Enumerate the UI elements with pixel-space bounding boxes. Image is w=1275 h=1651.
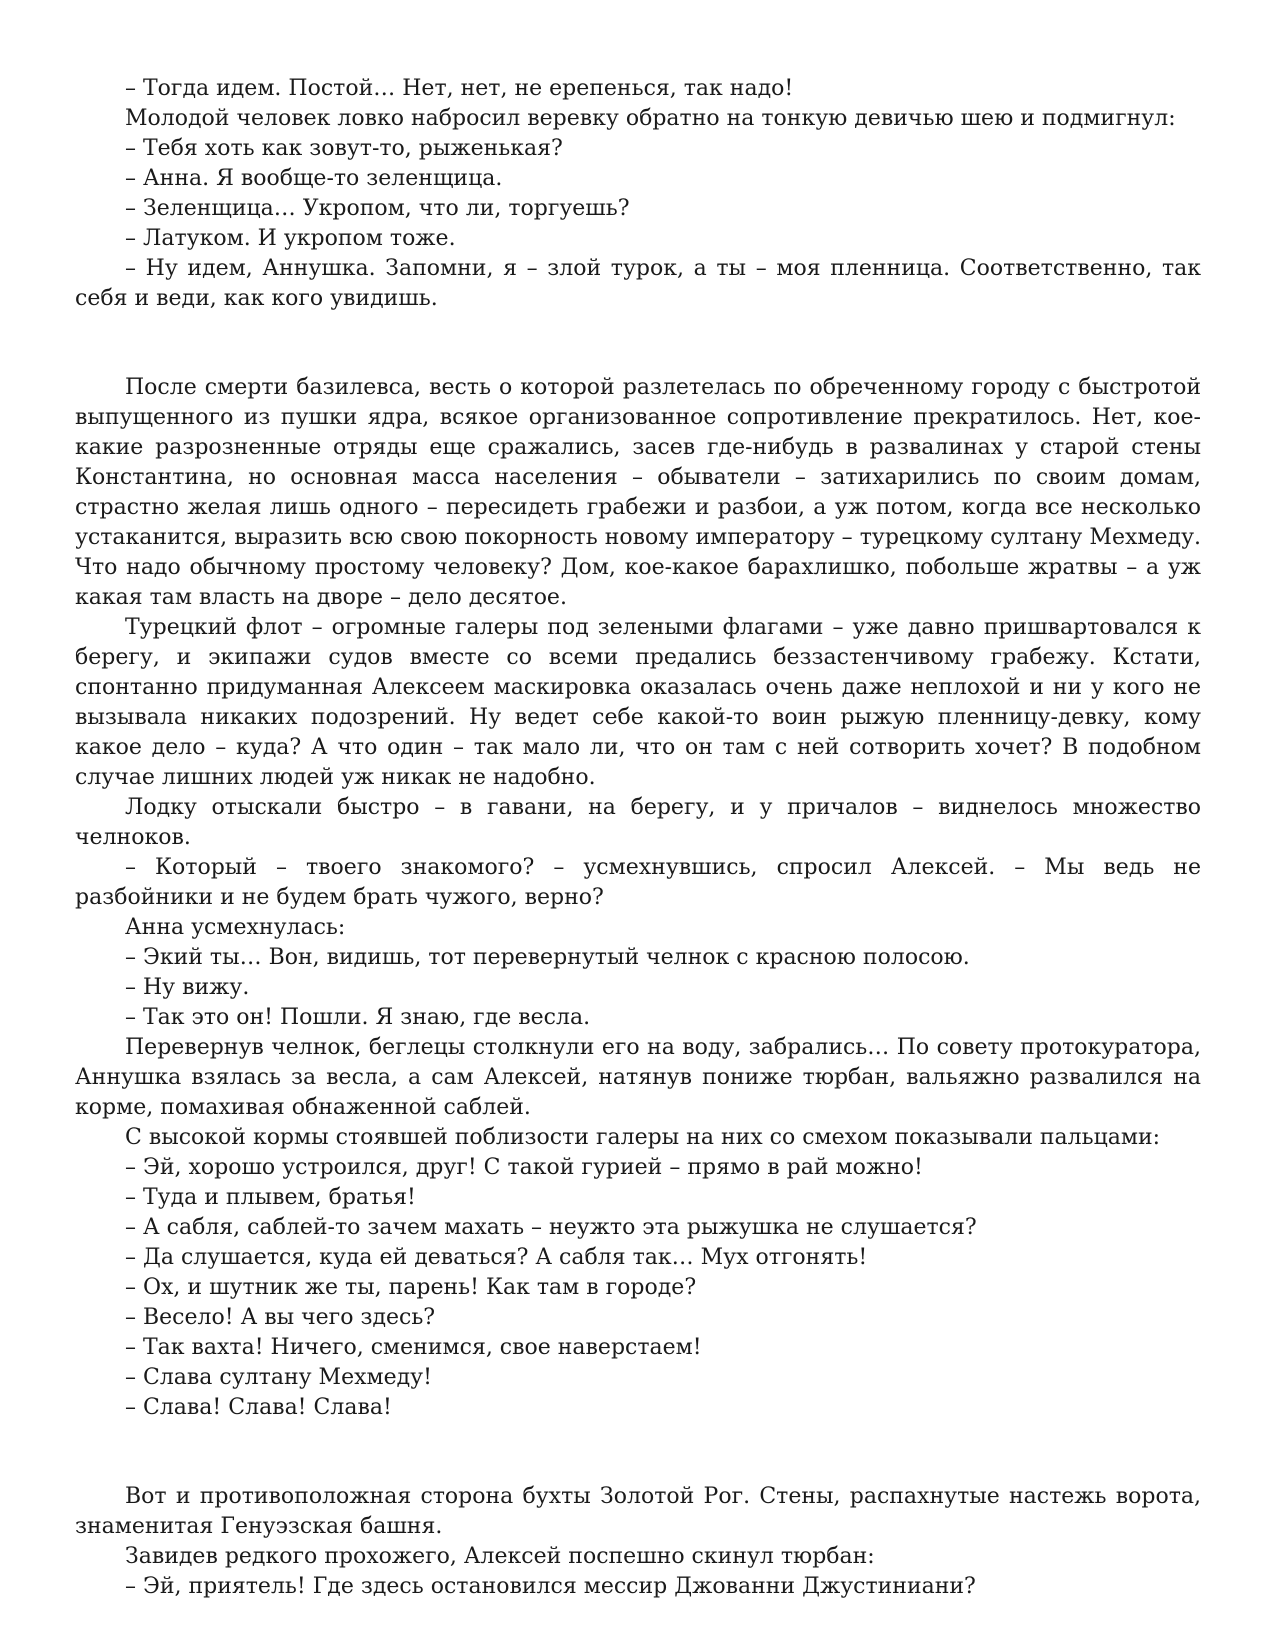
paragraph: – Латуком. И укропом тоже. (125, 226, 456, 251)
paragraph: Лодку отыскали быстро – в гавани, на берегу, и у причалов – виднелось множество челноков. (75, 795, 1201, 850)
paragraph: – Да слушается, куда ей деваться? А сабля так… Мух отгонять! (125, 1245, 868, 1270)
paragraph: – Слава! Слава! Слава! (125, 1395, 392, 1420)
paragraph: – Экий ты… Вон, видишь, тот перевернутый челнок с красною полосою. (125, 945, 970, 970)
paragraph: – Зеленщица… Укропом, что ли, торгуешь? (125, 196, 630, 221)
paragraph: – Ну вижу. (125, 975, 250, 1000)
section-break (75, 1423, 1201, 1482)
paragraph: Вот и противоположная сторона бухты Золотой Рог. Стены, распахнутые настежь ворота, знаменитая Генуэзская башня. (75, 1484, 1201, 1539)
section-break (75, 314, 1201, 373)
paragraph: – Эй, приятель! Где здесь остановился мессир Джованни Джустиниани? (125, 1574, 976, 1599)
paragraph: Завидев редкого прохожего, Алексей поспешно скинул тюрбан: (125, 1544, 875, 1569)
paragraph: – Так это он! Пошли. Я знаю, где весла. (125, 1005, 591, 1030)
paragraph: – Так вахта! Ничего, сменимся, свое наверстаем! (125, 1335, 702, 1360)
paragraph: – Тогда идем. Постой… Нет, нет, не ерепенься, так надо! (125, 76, 794, 101)
paragraph: – А сабля, саблей-то зачем махать – неужто эта рыжушка не слушается? (125, 1215, 977, 1240)
paragraph: Молодой человек ловко набросил веревку обратно на тонкую девичью шею и подмигнул: (125, 106, 1176, 131)
paragraph: Турецкий флот – огромные галеры под зелеными флагами – уже давно пришвартовался к берегу, и экипажи судов вместе со всеми предались беззастенчивому грабежу. Кстати, спонтанно придуманная Алексеем маскировка оказалась очень даже неплохой и ни у кого не вызывала никаких подозрений. Ну ведет себе какой-то воин рыжую пленницу-девку, кому какое дело – куда? А что один – так мало ли, что он там с ней сотворить хочет? В подобном случае лишних людей уж никак не надобно. (75, 615, 1201, 790)
paragraph: – Весело! А вы чего здесь? (125, 1305, 436, 1330)
paragraph: Перевернув челнок, беглецы столкнули его на воду, забрались… По совету протокуратора, Аннушка взялась за весла, а сам Алексей, натянув пониже тюрбан, вальяжно развалился на корме, помахивая обнаженной саблей. (75, 1035, 1201, 1120)
paragraph: – Который – твоего знакомого? – усмехнувшись, спросил Алексей. – Мы ведь не разбойники и не будем брать чужого, верно? (75, 855, 1201, 910)
section-2 (75, 373, 1201, 1423)
paragraph: После смерти базилевса, весть о которой разлетелась по обреченному городу с быстротой выпущенного из пушки ядра, всякое организованное сопротивление прекратилось. Нет, кое-какие разрозненные отряды еще сражались, засев где-нибудь в развалинах у старой стены Константина, но основная масса населения – обыватели – затихарились по своим домам, страстно желая лишь одного – пересидеть грабежи и разбои, а уж потом, когда все несколько устаканится, выразить всю свою покорность новому императору – турецкому султану Мехмеду. Что надо обычному простому человеку? Дом, кое-какое барахлишко, побольше жратвы – а уж какая там власть на дворе – дело десятое. (75, 375, 1201, 610)
section-1 (75, 74, 1201, 314)
paragraph: Анна усмехнулась: (125, 915, 346, 940)
paragraph: – Слава султану Мехмеду! (125, 1365, 432, 1390)
paragraph: – Туда и плывем, братья! (125, 1185, 416, 1210)
paragraph: – Ну идем, Аннушка. Запомни, я – злой турок, а ты – моя пленница. Соответственно, так себя и веди, как кого увидишь. (75, 256, 1201, 311)
paragraph: – Анна. Я вообще-то зеленщица. (125, 166, 503, 191)
paragraph: – Тебя хоть как зовут-то, рыженькая? (125, 136, 563, 161)
paragraph: С высокой кормы стоявшей поблизости галеры на них со смехом показывали пальцами: (125, 1125, 1161, 1150)
paragraph: – Ох, и шутник же ты, парень! Как там в городе? (125, 1275, 697, 1300)
document-page (75, 74, 1201, 1602)
section-3 (75, 1482, 1201, 1602)
paragraph: – Эй, хорошо устроился, друг! С такой гурией – прямо в рай можно! (125, 1155, 923, 1180)
